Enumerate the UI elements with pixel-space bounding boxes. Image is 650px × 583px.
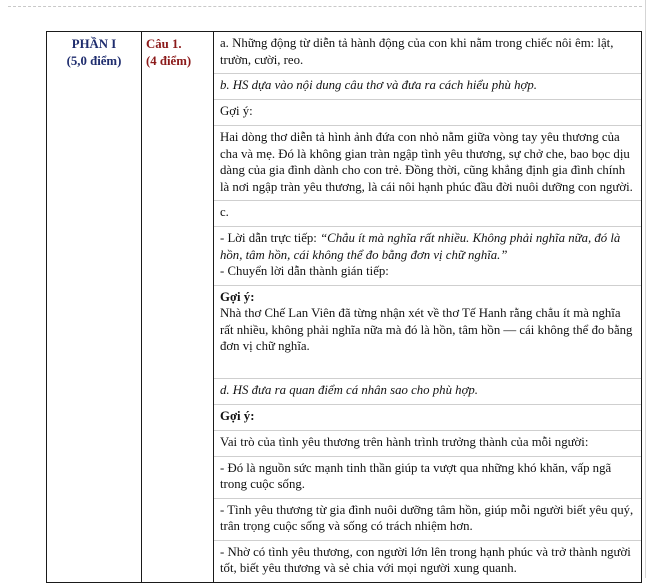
answer-d-intro: Vai trò của tình yêu thương trên hành trình trưởng thành của mỗi người: — [214, 431, 641, 457]
answer-c-direct — [214, 227, 641, 286]
question-points: (4 điểm) — [146, 53, 192, 68]
answer-cell — [214, 32, 642, 583]
page-right-border — [645, 0, 646, 578]
question-title: Câu 1. — [146, 37, 182, 51]
answer-d-point-2: - Tình yêu thương từ gia đình nuôi dưỡng tâm hồn, giúp mỗi người biết yêu quý, trân trọng cuộc sống và sống có trách nhiệm hơn. — [214, 499, 641, 541]
section-cell — [47, 32, 142, 583]
answer-d: d. HS đưa ra quan điểm cá nhân sao cho phù hợp. — [214, 379, 641, 405]
answer-d-point-1: - Đó là nguồn sức mạnh tinh thần giúp ta vượt qua những khó khăn, vấp ngã trong cuộc sống. — [214, 457, 641, 499]
direct-speech-label: - Lời dẫn trực tiếp: — [220, 231, 321, 245]
c-hint-label: Gợi ý: — [220, 289, 255, 304]
convert-instruction: - Chuyển lời dẫn thành gián tiếp: — [220, 264, 389, 278]
answer-d-hint-label: Gợi ý: — [214, 405, 641, 431]
answer-c-hint — [214, 286, 641, 379]
answer-b: b. HS dựa vào nội dung câu thơ và đưa ra cách hiểu phù hợp. — [214, 74, 641, 100]
answer-a: a. Những động từ diễn tả hành động của con khi nằm trong chiếc nôi êm: lật, trườn, cười, reo. — [214, 32, 641, 74]
c-hint-text: Nhà thơ Chế Lan Viên đã từng nhận xét về thơ Tế Hanh rằng chẳu ít mà nghĩa rất nhiều, không phải nghĩa nữa mà đó là hồn, tâm hồn — cái không thể đo bằng đơn vị chữ nghĩa. — [220, 306, 633, 353]
answer-b-hint-text: Hai dòng thơ diễn tả hình ảnh đứa con nhỏ nằm giữa vòng tay yêu thương của cha và mẹ. Đó là không gian tràn ngập tình yêu thương, sự chở che, bao bọc dịu dàng của gia đình dành cho con trẻ. Đồng thời, cũng khẳng định gia đình chính là nơi ngập tràn yêu thương, là cái nôi hạnh phúc đầu đời nuôi dưỡng con người. — [214, 126, 641, 201]
answer-b-hint-label: Gợi ý: — [214, 100, 641, 126]
table-row — [47, 32, 642, 583]
answer-key-table — [46, 31, 642, 583]
answer-c: c. — [214, 201, 641, 227]
section-title: PHẦN I — [71, 37, 117, 51]
page-top-border — [8, 6, 642, 7]
direct-speech-quote: “Chẳu ít mà nghĩa rất nhiều. Không phải nghĩa nữa, đó là hồn, tâm hồn, cái không thể đo bằng đơn vị chữ nghĩa.” — [220, 231, 621, 262]
question-cell — [142, 32, 214, 583]
answer-d-point-3: - Nhờ có tình yêu thương, con người lớn lên trong hạnh phúc và trở thành người tốt, biết yêu thương và sẻ chia với mọi người xung quanh. — [220, 544, 631, 575]
section-points: (5,0 điểm) — [66, 53, 122, 68]
spacer — [220, 355, 635, 373]
